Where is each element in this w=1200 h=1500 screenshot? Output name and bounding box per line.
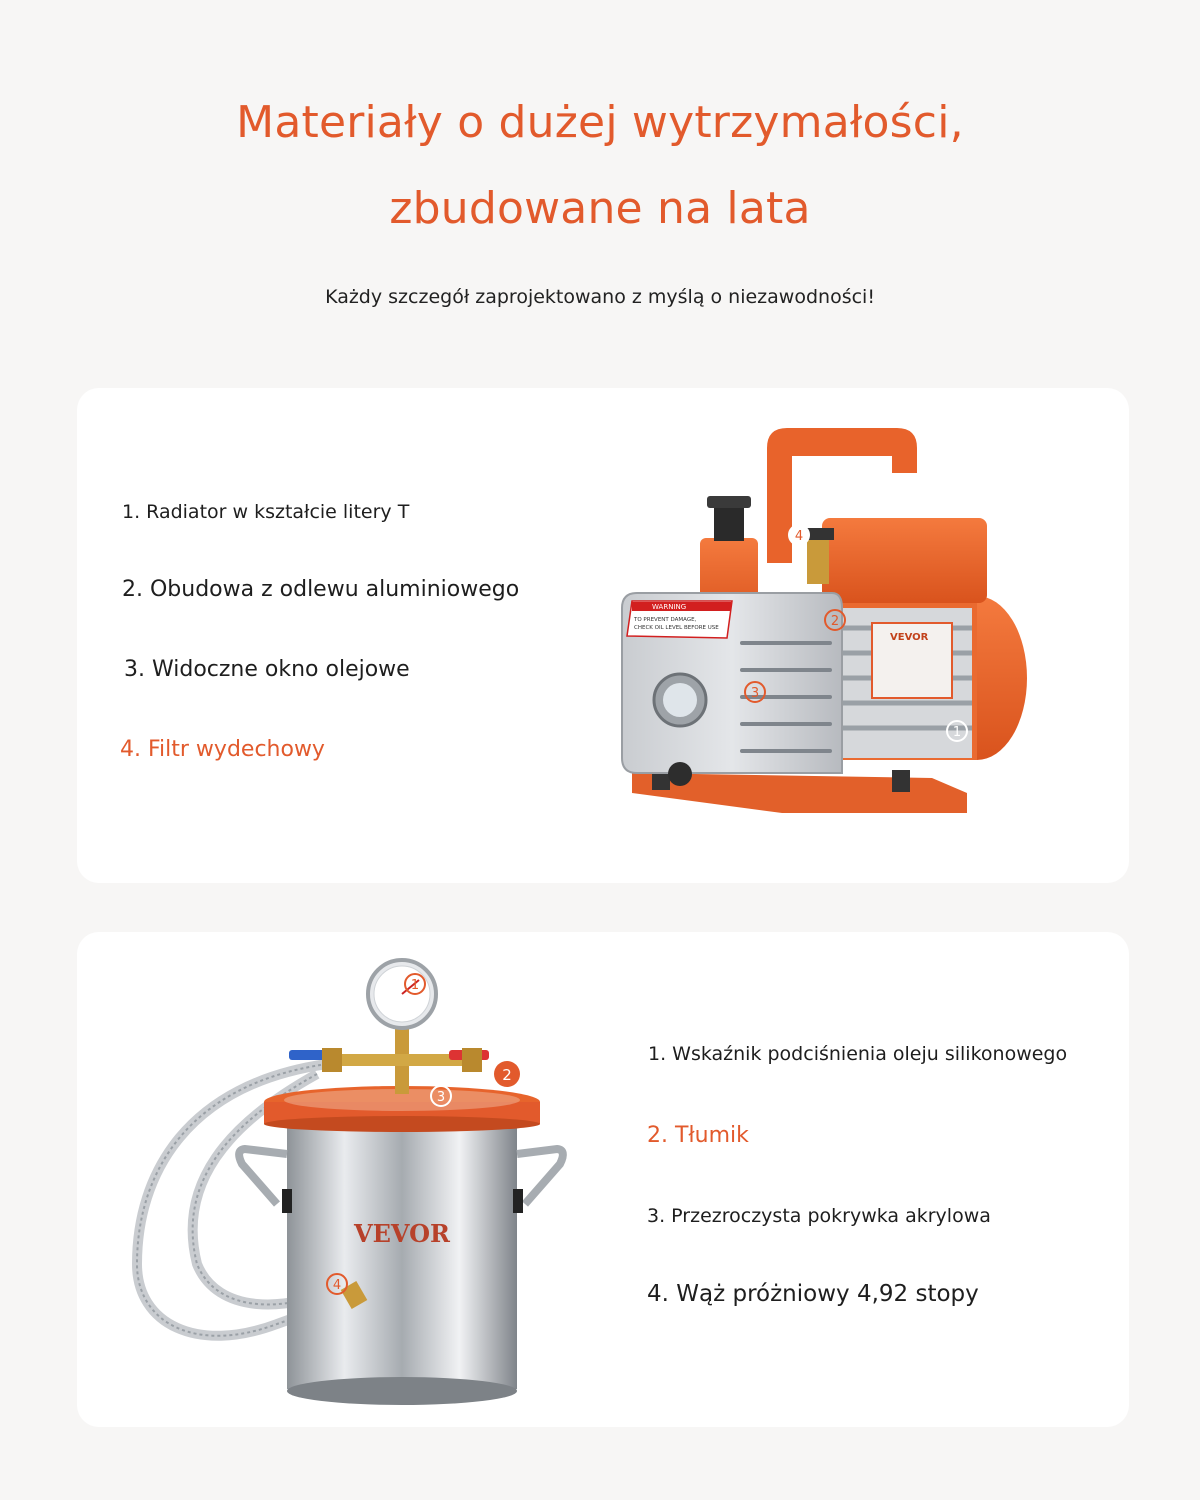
pump-feature-2: 2. Obudowa z odlewu aluminiowego: [122, 577, 520, 602]
chamber-feature-2: 2. Tłumik: [647, 1123, 749, 1148]
svg-text:3: 3: [750, 686, 760, 701]
pump-warning-text-2: CHECK OIL LEVEL BEFORE USE: [634, 625, 719, 631]
svg-text:2: 2: [830, 614, 840, 629]
svg-text:4: 4: [332, 1278, 342, 1293]
chamber-brand-label: VEVOR: [354, 1219, 450, 1248]
vacuum-pump-card: [77, 388, 1129, 883]
chamber-marker-2: [494, 1061, 520, 1087]
svg-text:4: 4: [794, 529, 804, 544]
svg-text:1: 1: [410, 978, 420, 993]
svg-text:3: 3: [436, 1090, 446, 1105]
pump-marker-4: [789, 525, 809, 545]
vacuum-chamber-card: [77, 932, 1129, 1427]
vacuum-chamber-image: [127, 944, 587, 1414]
pump-feature-1: 1. Radiator w kształcie litery T: [122, 501, 410, 523]
page-subtitle: Każdy szczegół zaprojektowano z myślą o niezawodności!: [325, 286, 875, 308]
page-title-line-1: Materiały o dużej wytrzymałości,: [236, 97, 964, 148]
page-title-line-2: zbudowane na lata: [389, 183, 811, 234]
svg-text:2: 2: [502, 1066, 512, 1084]
chamber-feature-1: 1. Wskaźnik podciśnienia oleju silikonowego: [648, 1043, 1068, 1065]
pump-brand-label: VEVOR: [890, 632, 929, 643]
pump-warning-label: WARNING: [652, 603, 687, 611]
svg-text:1: 1: [952, 725, 962, 740]
pump-feature-3: 3. Widoczne okno olejowe: [124, 657, 410, 682]
pump-warning-text-1: TO PREVENT DAMAGE,: [634, 617, 697, 623]
pump-feature-4: 4. Filtr wydechowy: [120, 737, 325, 762]
chamber-feature-4: 4. Wąż próżniowy 4,92 stopy: [647, 1281, 979, 1307]
vacuum-pump-image: [592, 418, 1032, 858]
chamber-feature-3: 3. Przezroczysta pokrywka akrylowa: [647, 1205, 991, 1227]
